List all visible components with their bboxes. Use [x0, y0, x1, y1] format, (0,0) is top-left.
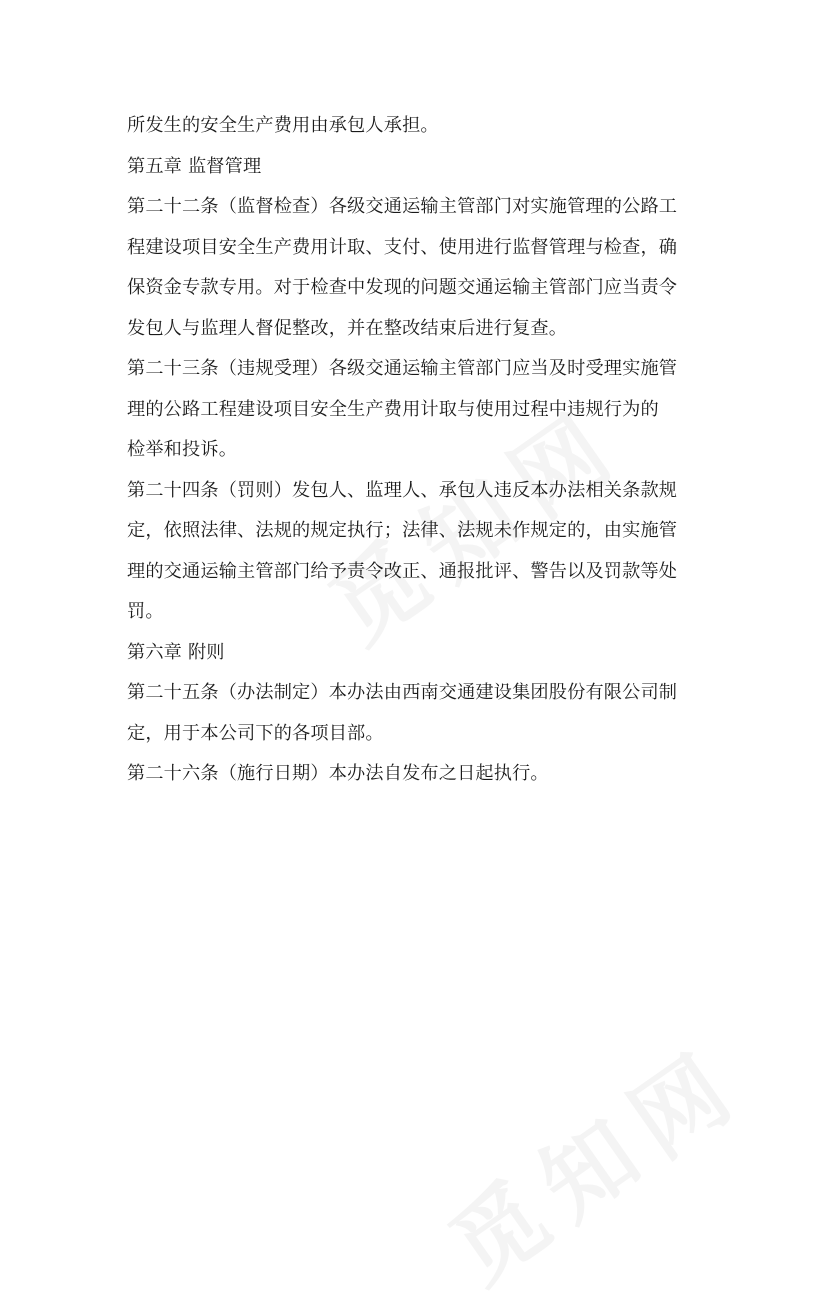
paragraph-line: 第二十三条（违规受理）各级交通运输主管部门应当及时受理实施管 — [127, 358, 678, 379]
paragraph-line: 第二十四条（罚则）发包人、监理人、承包人违反本办法相关条款规 — [127, 479, 678, 501]
watermark-text — [420, 1011, 766, 1308]
paragraph-line: 检举和投诉。 — [127, 439, 238, 460]
paragraph-line: 第二十二条（监督检查）各级交通运输主管部门对实施管理的公路工 — [127, 196, 678, 217]
paragraph-line: 保资金专款专用。对于检查中发现的问题交通运输主管部门应当责令 — [127, 277, 678, 298]
chapter-heading: 第六章 附则 — [127, 641, 225, 663]
paragraph-line: 程建设项目安全生产费用计取、支付、使用进行监督管理与检查，确 — [127, 236, 678, 258]
paragraph-line: 理的公路工程建设项目安全生产费用计取与使用过程中违规行为的 — [127, 398, 659, 420]
paragraph-line: 发包人与监理人督促整改，并在整改结束后进行复查。 — [127, 317, 568, 339]
paragraph-line: 第二十五条（办法制定）本办法由西南交通建设集团股份有限公司制 — [127, 682, 678, 703]
paragraph-line: 理的交通运输主管部门给予责令改正、通报批评、警告以及罚款等处 — [127, 560, 678, 582]
chapter-heading: 第五章 监督管理 — [127, 155, 262, 177]
paragraph-line: 定，用于本公司下的各项目部。 — [127, 722, 384, 744]
paragraph-line: 罚。 — [127, 601, 164, 622]
document-body — [127, 106, 717, 795]
paragraph-line: 定，依照法律、法规的规定执行；法律、法规未作规定的，由实施管 — [127, 520, 678, 541]
paragraph-line: 所发生的安全生产费用由承包人承担。 — [127, 115, 439, 136]
paragraph-line: 第二十六条（施行日期）本办法自发布之日起执行。 — [127, 763, 549, 784]
